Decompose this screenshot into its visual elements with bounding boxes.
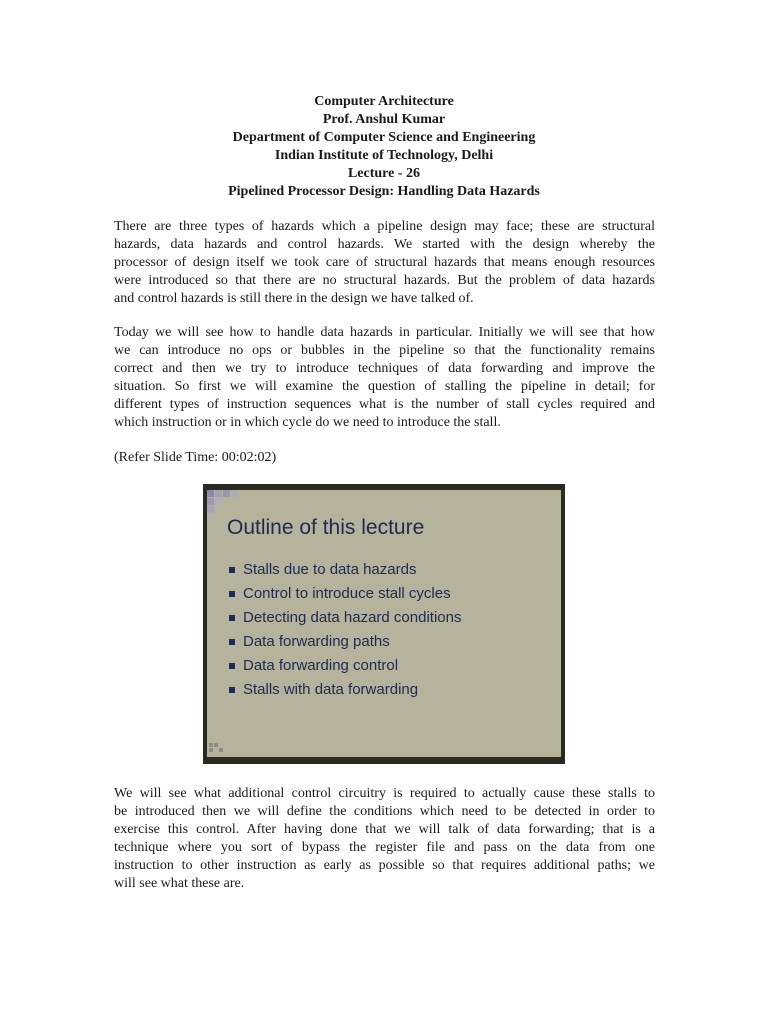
slide-background <box>207 490 561 757</box>
lecture-slide-image <box>203 484 565 764</box>
paragraph-line: technique where you sort of bypass the register file and pass on the data from one <box>114 840 655 855</box>
paragraph-line: processor of design itself we took care of structural hazards that means enough resources <box>114 255 655 270</box>
course-title: Computer Architecture <box>314 94 454 109</box>
slide-bullet-text: Data forwarding control <box>243 657 399 674</box>
slide-bullet-text: Data forwarding paths <box>243 633 390 650</box>
square-bullet-icon <box>229 687 235 693</box>
institute-name: Indian Institute of Technology, Delhi <box>274 148 494 163</box>
paragraph-line: instruction to other instruction as early as possible so that requires additional paths; we <box>114 858 655 873</box>
lecture-title: Pipelined Processor Design: Handling Data Hazards <box>228 184 540 199</box>
caption-text: (Refer Slide Time: 00:02:02) <box>114 450 277 465</box>
paragraph-today <box>114 324 655 432</box>
professor-name: Prof. Anshul Kumar <box>322 112 446 127</box>
document-header <box>0 93 768 201</box>
slide-corner-decoration <box>207 490 267 512</box>
slide-bullet-text: Control to introduce stall cycles <box>243 585 451 602</box>
slide-bullet-text: Stalls due to data hazards <box>243 561 417 578</box>
paragraph-line: We will see what additional control circuitry is required to actually cause these stalls to <box>114 786 655 801</box>
paragraph-line: which instruction or in which cycle do we need to introduce the stall. <box>114 415 501 430</box>
square-bullet-icon <box>229 567 235 573</box>
slide-bullet-text: Stalls with data forwarding <box>243 681 419 698</box>
slide-bullet-item <box>227 654 461 678</box>
paragraph-line: be introduced then we will define the conditions which need to be detected in order to <box>114 804 655 819</box>
square-bullet-icon <box>229 639 235 645</box>
paragraph-line: we can introduce no ops or bubbles in the pipeline so that the functionality remains <box>114 343 655 358</box>
slide-bullet-item <box>227 582 461 606</box>
paragraph-line: and control hazards is still there in the design we have talked of. <box>114 291 474 306</box>
paragraph-line: will see what these are. <box>114 876 245 891</box>
paragraph-line: Today we will see how to handle data hazards in particular. Initially we will see that how <box>114 325 655 340</box>
paragraph-line: exercise this control. After having done that we will talk of data forwarding; that is a <box>114 822 655 837</box>
square-bullet-icon <box>229 663 235 669</box>
paragraph-line: correct and then we try to introduce techniques of data forwarding and improve the <box>114 361 655 376</box>
paragraph-intro <box>114 218 655 308</box>
slide-bullet-list <box>227 558 461 702</box>
slide-time-caption <box>114 449 655 467</box>
paragraph-line: There are three types of hazards which a pipeline design may face; these are structural <box>114 219 655 234</box>
slide-bullet-item <box>227 558 461 582</box>
paragraph-control <box>114 785 655 893</box>
slide-bottom-corner-decoration <box>209 743 225 753</box>
slide-bullet-item <box>227 606 461 630</box>
paragraph-line: situation. So first we will examine the question of stalling the pipeline in detail; for <box>114 379 655 394</box>
slide-title: Outline of this lecture <box>227 516 425 539</box>
department-name: Department of Computer Science and Engineering <box>232 130 536 145</box>
paragraph-line: hazards, data hazards and control hazards. We started with the design whereby the <box>114 237 655 252</box>
paragraph-line: different types of instruction sequences what is the number of stall cycles required and <box>114 397 655 412</box>
slide-bullet-text: Detecting data hazard conditions <box>243 609 462 626</box>
square-bullet-icon <box>229 615 235 621</box>
slide-bullet-item <box>227 630 461 654</box>
slide-bullet-item <box>227 678 461 702</box>
paragraph-line: were introduced so that there are no structural hazards. But the problem of data hazards <box>114 273 655 288</box>
square-bullet-icon <box>229 591 235 597</box>
lecture-number: Lecture - 26 <box>347 166 421 181</box>
